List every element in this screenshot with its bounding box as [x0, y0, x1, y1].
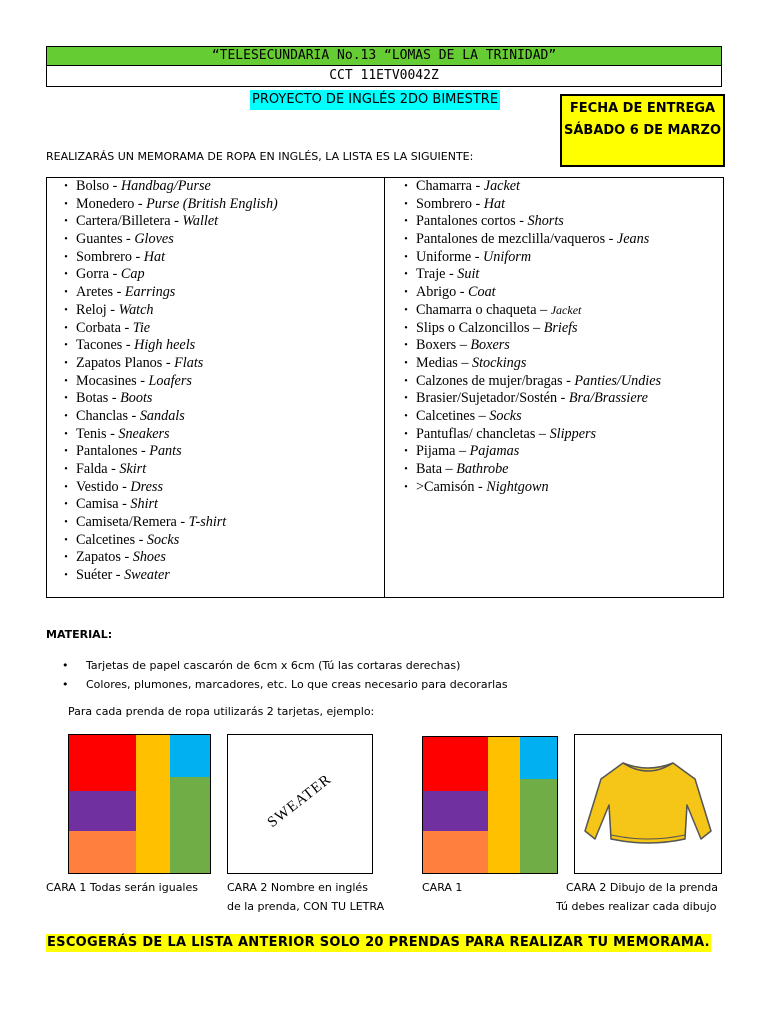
item-english: Jacket: [550, 302, 582, 317]
blue-block: [520, 737, 557, 779]
bullet-icon: •: [404, 357, 408, 369]
item-spanish: Cartera/Billetera -: [76, 213, 183, 230]
bullet-icon: •: [62, 678, 69, 691]
bullet-icon: •: [64, 198, 68, 210]
item-spanish: Chamarra -: [416, 178, 484, 194]
item-english: Wallet: [182, 213, 219, 230]
caption-cara2-line1: CARA 2 Nombre en inglés: [227, 881, 368, 894]
card-face-1-example-2: [422, 736, 558, 874]
bullet-icon: •: [404, 410, 408, 422]
item-spanish: Monedero -: [76, 195, 147, 212]
bullet-icon: •: [404, 322, 408, 334]
item-english: Pants: [149, 443, 182, 460]
bullet-icon: •: [64, 428, 68, 440]
item-english: Nightgown: [486, 478, 549, 495]
item-spanish: Uniforme -: [416, 248, 483, 265]
bullet-icon: •: [64, 375, 68, 387]
example-intro: Para cada prenda de ropa utilizarás 2 tarjetas, ejemplo:: [68, 705, 375, 718]
green-block: [170, 777, 210, 873]
bullet-icon: •: [64, 181, 68, 192]
caption-cara2-b-line1: CARA 2 Dibujo de la prenda: [566, 881, 718, 894]
bullet-icon: •: [64, 410, 68, 422]
item-spanish: Zapatos Planos -: [76, 354, 175, 371]
clothing-list-left: [56, 178, 278, 585]
item-english: Briefs: [543, 319, 578, 336]
bullet-icon: •: [64, 269, 68, 281]
item-english: Shorts: [527, 213, 564, 230]
caption-cara2-line2: de la prenda, CON TU LETRA: [227, 900, 385, 913]
material-item: • Colores, plumones, marcadores, etc. Lo que creas necesario para decorarlas: [60, 675, 508, 694]
clothing-list-right: [396, 178, 661, 496]
list-item: [396, 479, 661, 497]
item-english: Watch: [118, 301, 154, 318]
item-english: Sandals: [139, 407, 185, 424]
orange-block: [69, 831, 136, 873]
item-spanish: Guantes -: [76, 231, 135, 248]
item-english: Boots: [120, 390, 153, 407]
blue-block: [170, 735, 210, 777]
list-item: [56, 249, 278, 267]
list-item: [396, 196, 661, 214]
list-item: [396, 284, 661, 302]
item-spanish: Camisa -: [76, 496, 131, 513]
item-spanish: Botas -: [76, 390, 121, 407]
list-item: [56, 514, 278, 532]
bullet-icon: •: [404, 446, 408, 458]
intro-text: REALIZARÁS UN MEMORAMA DE ROPA EN INGLÉS, LA LISTA ES LA SIGUIENTE:: [46, 150, 474, 163]
list-item: [56, 390, 278, 408]
bullet-icon: •: [404, 428, 408, 440]
item-spanish: Pijama –: [416, 443, 470, 460]
list-item: [396, 443, 661, 461]
item-english: Pajamas: [469, 443, 520, 460]
yellow-block: [488, 737, 520, 873]
item-spanish: Chanclas -: [76, 407, 140, 424]
item-spanish: Suéter -: [76, 567, 125, 584]
caption-cara2-b-line2: Tú debes realizar cada dibujo: [556, 900, 717, 913]
item-english: Flats: [174, 354, 204, 371]
bullet-icon: •: [62, 659, 69, 672]
item-spanish: >Camisón -: [416, 478, 487, 495]
list-item: [56, 549, 278, 567]
list-item: [56, 479, 278, 497]
item-english: Dress: [130, 478, 163, 495]
sweater-icon: [575, 735, 721, 873]
bullet-icon: •: [64, 393, 68, 405]
bullet-icon: •: [64, 216, 68, 228]
bullet-icon: •: [404, 251, 408, 263]
purple-block: [69, 791, 136, 831]
caption-cara1-b: CARA 1: [422, 881, 463, 894]
list-item: [396, 231, 661, 249]
bullet-icon: •: [404, 464, 408, 475]
item-spanish: Pantalones -: [76, 443, 150, 460]
item-english: High heels: [134, 337, 196, 354]
item-spanish: Corbata -: [76, 319, 133, 336]
item-english: Slippers: [549, 425, 597, 442]
list-item: [56, 284, 278, 302]
bullet-icon: •: [64, 357, 68, 369]
item-english: Sweater: [124, 567, 170, 584]
list-item: [56, 337, 278, 355]
card-word: SWEATER: [264, 771, 335, 831]
card-face-2-word: [227, 734, 373, 874]
item-spanish: Medias –: [416, 354, 472, 371]
list-item: [56, 567, 278, 585]
list-item: [56, 196, 278, 214]
list-item: [56, 355, 278, 373]
list-item: [396, 320, 661, 338]
item-english: Suit: [457, 266, 480, 283]
bullet-icon: •: [64, 304, 68, 316]
list-item: [56, 408, 278, 426]
bullet-icon: •: [64, 570, 68, 582]
item-english: Boxers: [470, 337, 510, 354]
item-spanish: Pantuflas/ chancletas –: [416, 425, 550, 442]
bullet-icon: •: [404, 287, 408, 299]
bullet-icon: •: [64, 517, 68, 529]
bullet-icon: •: [64, 340, 68, 352]
item-english: Uniform: [482, 248, 532, 265]
item-english: Bra/Brassiere: [568, 390, 648, 407]
item-english: Earrings: [124, 284, 176, 301]
list-item: [396, 355, 661, 373]
bullet-icon: •: [404, 304, 408, 316]
item-spanish: Mocasines -: [76, 372, 149, 389]
item-english: Panties/Undies: [574, 372, 662, 389]
list-item: [396, 408, 661, 426]
bullet-icon: •: [404, 375, 408, 387]
list-item: [396, 337, 661, 355]
item-english: Skirt: [119, 461, 147, 477]
bullet-icon: •: [64, 552, 68, 564]
list-item: [396, 373, 661, 391]
item-spanish: Calzones de mujer/bragas -: [416, 372, 575, 389]
school-title: “TELESECUNDARIA No.13 “LOMAS DE LA TRINIDAD”: [46, 46, 722, 66]
item-english: Socks: [146, 531, 180, 548]
item-english: Jeans: [616, 231, 650, 248]
bullet-icon: •: [64, 234, 68, 246]
item-english: Sneakers: [118, 425, 170, 442]
item-spanish: Boxers –: [416, 337, 471, 354]
bullet-icon: •: [64, 322, 68, 334]
bullet-icon: •: [404, 481, 408, 493]
item-spanish: Pantalones de mezclilla/vaqueros -: [416, 231, 617, 248]
list-item: [56, 443, 278, 461]
item-english: Handbag/Purse: [120, 178, 211, 194]
list-item: [56, 231, 278, 249]
list-item: [396, 461, 661, 479]
material-item: • Tarjetas de papel cascarón de 6cm x 6cm (Tú las cortaras derechas): [60, 656, 508, 675]
item-english: Cap: [120, 266, 145, 283]
item-spanish: Slips o Calzoncillos –: [416, 319, 544, 336]
item-english: Bathrobe: [456, 461, 509, 477]
red-block: [69, 735, 136, 791]
list-item: [56, 373, 278, 391]
bullet-icon: •: [404, 269, 408, 281]
item-english: Purse (British English): [146, 195, 278, 212]
list-item: [56, 266, 278, 284]
item-spanish: Falda -: [76, 461, 120, 477]
item-spanish: Reloj -: [76, 301, 119, 318]
list-item: [56, 178, 278, 196]
item-english: Shoes: [132, 549, 166, 566]
bullet-icon: •: [64, 499, 68, 511]
orange-block: [423, 831, 488, 873]
project-title: PROYECTO DE INGLÉS 2DO BIMESTRE: [250, 90, 500, 110]
item-spanish: Abrigo -: [416, 284, 469, 301]
list-item: [56, 213, 278, 231]
item-english: Jacket: [483, 178, 520, 194]
item-spanish: Sombrero -: [76, 248, 144, 265]
bullet-icon: •: [404, 181, 408, 192]
item-spanish: Chamarra o chaqueta –: [416, 301, 551, 318]
item-english: Stockings: [471, 354, 527, 371]
item-spanish: Bata –: [416, 461, 457, 477]
list-item: [56, 426, 278, 444]
bullet-icon: •: [404, 216, 408, 228]
list-item: [396, 426, 661, 444]
item-spanish: Vestido -: [76, 478, 131, 495]
card-face-1-example: [68, 734, 211, 874]
list-item: [396, 302, 661, 320]
item-english: Hat: [143, 248, 166, 265]
item-spanish: Bolso -: [76, 178, 121, 194]
item-spanish: Brasier/Sujetador/Sostén -: [416, 390, 569, 407]
item-english: Loafers: [148, 372, 192, 389]
list-item: [56, 461, 278, 479]
table-divider: [384, 177, 385, 598]
item-english: Coat: [468, 284, 496, 301]
material-list: [60, 656, 508, 694]
card-face-2-drawing: [574, 734, 722, 874]
bullet-icon: •: [404, 198, 408, 210]
cct-code: CCT 11ETV0042Z: [46, 66, 722, 87]
item-spanish: Tacones -: [76, 337, 135, 354]
list-item: [56, 496, 278, 514]
list-item: [396, 178, 661, 196]
bullet-icon: •: [64, 534, 68, 546]
list-item: [56, 302, 278, 320]
list-item: [396, 390, 661, 408]
item-spanish: Traje -: [416, 266, 458, 283]
material-heading: MATERIAL:: [46, 628, 113, 641]
bullet-icon: •: [404, 340, 408, 352]
list-item: [56, 320, 278, 338]
bullet-icon: •: [64, 287, 68, 299]
list-item: [396, 249, 661, 267]
item-english: Shirt: [130, 496, 158, 513]
list-item: [396, 266, 661, 284]
bullet-icon: •: [64, 251, 68, 263]
bullet-icon: •: [64, 464, 68, 475]
item-english: Socks: [489, 407, 522, 424]
item-spanish: Gorra -: [76, 266, 121, 283]
item-spanish: Camiseta/Remera -: [76, 514, 189, 531]
yellow-block: [136, 735, 170, 873]
item-english: Gloves: [134, 231, 174, 248]
item-spanish: Tenis -: [76, 425, 119, 442]
bullet-icon: •: [64, 446, 68, 458]
final-note: ESCOGERÁS DE LA LISTA ANTERIOR SOLO 20 PRENDAS PARA REALIZAR TU MEMORAMA.: [47, 935, 710, 950]
deadline-box: FECHA DE ENTREGA SÁBADO 6 DE MARZO: [560, 94, 725, 167]
red-block: [423, 737, 488, 791]
item-spanish: Calcetines -: [76, 531, 147, 548]
item-english: T-shirt: [188, 514, 227, 531]
bullet-icon: •: [64, 481, 68, 493]
item-spanish: Calcetines –: [416, 407, 490, 424]
item-spanish: Sombrero -: [416, 195, 484, 212]
list-item: [56, 532, 278, 550]
item-english: Hat: [483, 195, 506, 212]
caption-cara1: CARA 1 Todas serán iguales: [46, 881, 198, 894]
green-block: [520, 779, 557, 873]
list-item: [396, 213, 661, 231]
bullet-icon: •: [404, 393, 408, 405]
item-spanish: Aretes -: [76, 284, 125, 301]
bullet-icon: •: [404, 234, 408, 246]
purple-block: [423, 791, 488, 831]
item-english: Tie: [132, 319, 151, 336]
item-spanish: Zapatos -: [76, 549, 133, 566]
item-spanish: Pantalones cortos -: [416, 213, 528, 230]
